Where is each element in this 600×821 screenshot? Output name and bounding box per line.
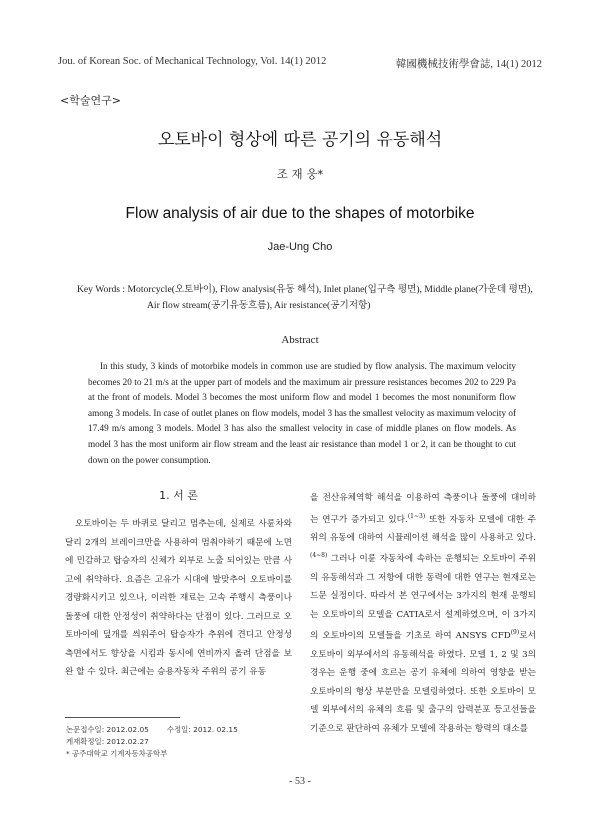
author-ko: 조 재 웅* [276, 167, 324, 181]
author-affiliation: * 공주대학교 기계자동차공학부 [66, 749, 168, 758]
author-en: Jae-Ung Cho [267, 241, 333, 253]
intro-paragraph-left: 오토바이는 두 바퀴로 달리고 멈추는데, 실제로 사륜차와 달리 2개의 브레이크만을 사용하여 멈춰야하기 때문에 노면에 민감하고 탑승자의 신체가 외부로 노출 되어있는 만큼 사고에 취약하다. 요즘은 고유가 시대에 발맞추어 오토바이를 경량화시키고 있으나, 이러한 재료는 고속 주행시 측풍이나 돌풍에 대한 안정성이 취약하다는 단점이 있다. 그러므로 오토바이에 덮개를 씌워주어 탑승자가 추위에 견디고 안정성 측면에서도 향상을 시킴과 동시에 연비까지 올려 단점을 보완 할 수 있다. 최근에는 승용자동차 주위의 공기 유동 [65, 519, 292, 677]
keywords-block [77, 282, 547, 314]
intro-text-b: 또한 자동차 모델에 대한 주위의 유동에 대하여 시뮬레이션 해석을 많이 사용하고 있다. [310, 514, 537, 543]
intro-text-a: 을 전산유체역학 해석을 이용하여 측풍이나 돌풍에 대비하는 연구가 증가되고 있다. [310, 493, 536, 525]
footnotes [66, 724, 306, 760]
page-number: - 53 - [289, 776, 311, 787]
article-category: <학술연구> [60, 94, 121, 107]
right-column [310, 489, 536, 738]
journal-title-en: Jou. of Korean Soc. of Mechanical Technology, Vol. 14(1) 2012 [58, 56, 327, 67]
keywords-line-2: Air flow stream(공기유동흐름), Air resistance(공기저항) [147, 300, 371, 311]
intro-text-c: 그러나 이륜 자동차에 속하는 운행되는 오토바이 주위의 유동해석과 그 저항에 대한 동력에 대한 연구는 현재로는 드문 실정이다. 따라서 본 연구에서는 3가지의 현재 운행되는 오토바이의 모델을 CATIA로서 설계하였으며, 이 3가지의 오토바이의 모델들을 기초로 하여 ANSYS CFD [310, 554, 536, 642]
left-column [65, 489, 292, 682]
revised-date: 수정일: 2012. 02.15 [166, 725, 238, 734]
accepted-date: 게재확정일: 2012.02.27 [66, 737, 149, 746]
keywords-line-1: Motorcycle(오토바이), Flow analysis(유동 해석), Inlet plane(입구측 평면), Middle plane(가운데 평면), [127, 284, 533, 295]
citation-ref-3: (9) [510, 629, 520, 637]
running-header [58, 56, 542, 72]
footnote-divider [65, 717, 180, 718]
journal-title-ko: 韓國機械技術學會誌, 14(1) 2012 [395, 59, 542, 70]
received-date: 논문접수일: 2012.02.05 [66, 725, 149, 734]
intro-paragraph-right [310, 489, 536, 738]
paper-title-en: Flow analysis of air due to the shapes of motorbike [125, 205, 475, 222]
intro-text-d: 로서 오토바이 외부에서의 유동해석을 하였다. 모델 1, 2 및 3의 경우는 운행 중에 흐르는 공기 유체에 의하여 영향을 받는 오토바이의 형상 부분만을 모델링하였다. 또한 오토바이 모델 외부에서의 유체의 흐름 및 출구의 압력분포 등고선들을 기준으로 판단하여 유체가 모델에 작용하는 항력의 대소를 [310, 631, 536, 734]
citation-ref-2: (4~8) [310, 552, 328, 560]
abstract-body: In this study, 3 kinds of motorbike models in common use are studied by flow analysis. The maximum velocity becomes 20 to 21 m/s at the upper part of models and the maximum air pressure resistances becomes 202 to 229 Pa at the front of models. Model 3 becomes the most uniform flow and model 1 becomes the most nonuniform flow among 3 models. In case of outlet planes on flow models, model 3 has the smallest velocity as maximum velocity of 17.49 m/s among 3 models. Model 3 has also the smallest velocity in case of middle planes on flow models. As model 3 has the most uniform air flow stream and the least air resistance than model 1 or 2, it can be thought to cut down on the power consumption. [88, 361, 516, 465]
footnote-dates [66, 724, 306, 736]
keywords-label: Key Words : [77, 284, 126, 295]
section-heading: 1. 서 론 [159, 489, 198, 502]
paper-title-ko: 오토바이 형상에 따른 공기의 유동해석 [157, 130, 443, 150]
abstract-heading: Abstract [281, 334, 319, 346]
citation-ref-1: (1~3) [407, 512, 426, 520]
